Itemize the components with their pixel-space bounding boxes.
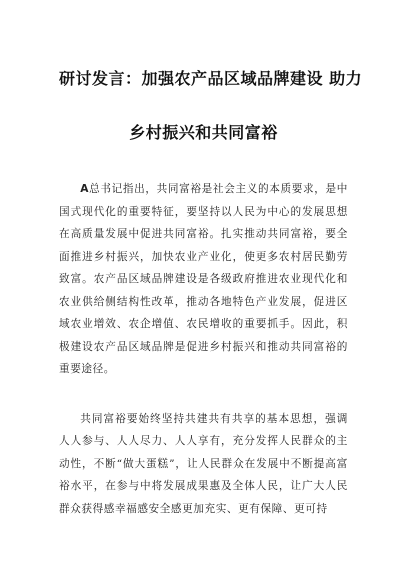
paragraph-1 [59, 178, 348, 381]
document-title-line-2: 乡村振兴和共同富裕 [129, 123, 278, 142]
paragraph-1-lead: A [80, 183, 89, 195]
paragraph-2-text: 共同富裕要始终坚持共建共有共享的基本思想，强调人人参与、人人尽力、人人享有，充分发挥人民群众的主动性，不断“做大蛋糕”，让人民群众在发展中不断提高富裕水平，在参与中将发展成果惠及全体人民，让广大人民群众获得感幸福感安全感更加充实、更有保障、更可持 [59, 412, 348, 515]
paragraph-1-text: 总书记指出，共同富裕是社会主义的本质要求，是中国式现代化的重要特征，要坚持以人民为中心的发展思想在高质量发展中促进共同富裕。扎实推动共同富裕，要全面推进乡村振兴，加快农业产业化，使更多农村居民勤劳致富。农产品区域品牌建设是各级政府推进农业现代化和农业供给侧结构性改革，推动各地特色产业发展，促进区域农业增效、农企增值、农民增收的重要抓手。因此，积极建设农产品区域品牌是促进乡村振兴和推动共同富裕的重要途径。 [59, 183, 348, 375]
document-title-line-1: 研讨发言：加强农产品区域品牌建设 助力 [59, 69, 363, 88]
paragraph-2 [59, 408, 348, 521]
